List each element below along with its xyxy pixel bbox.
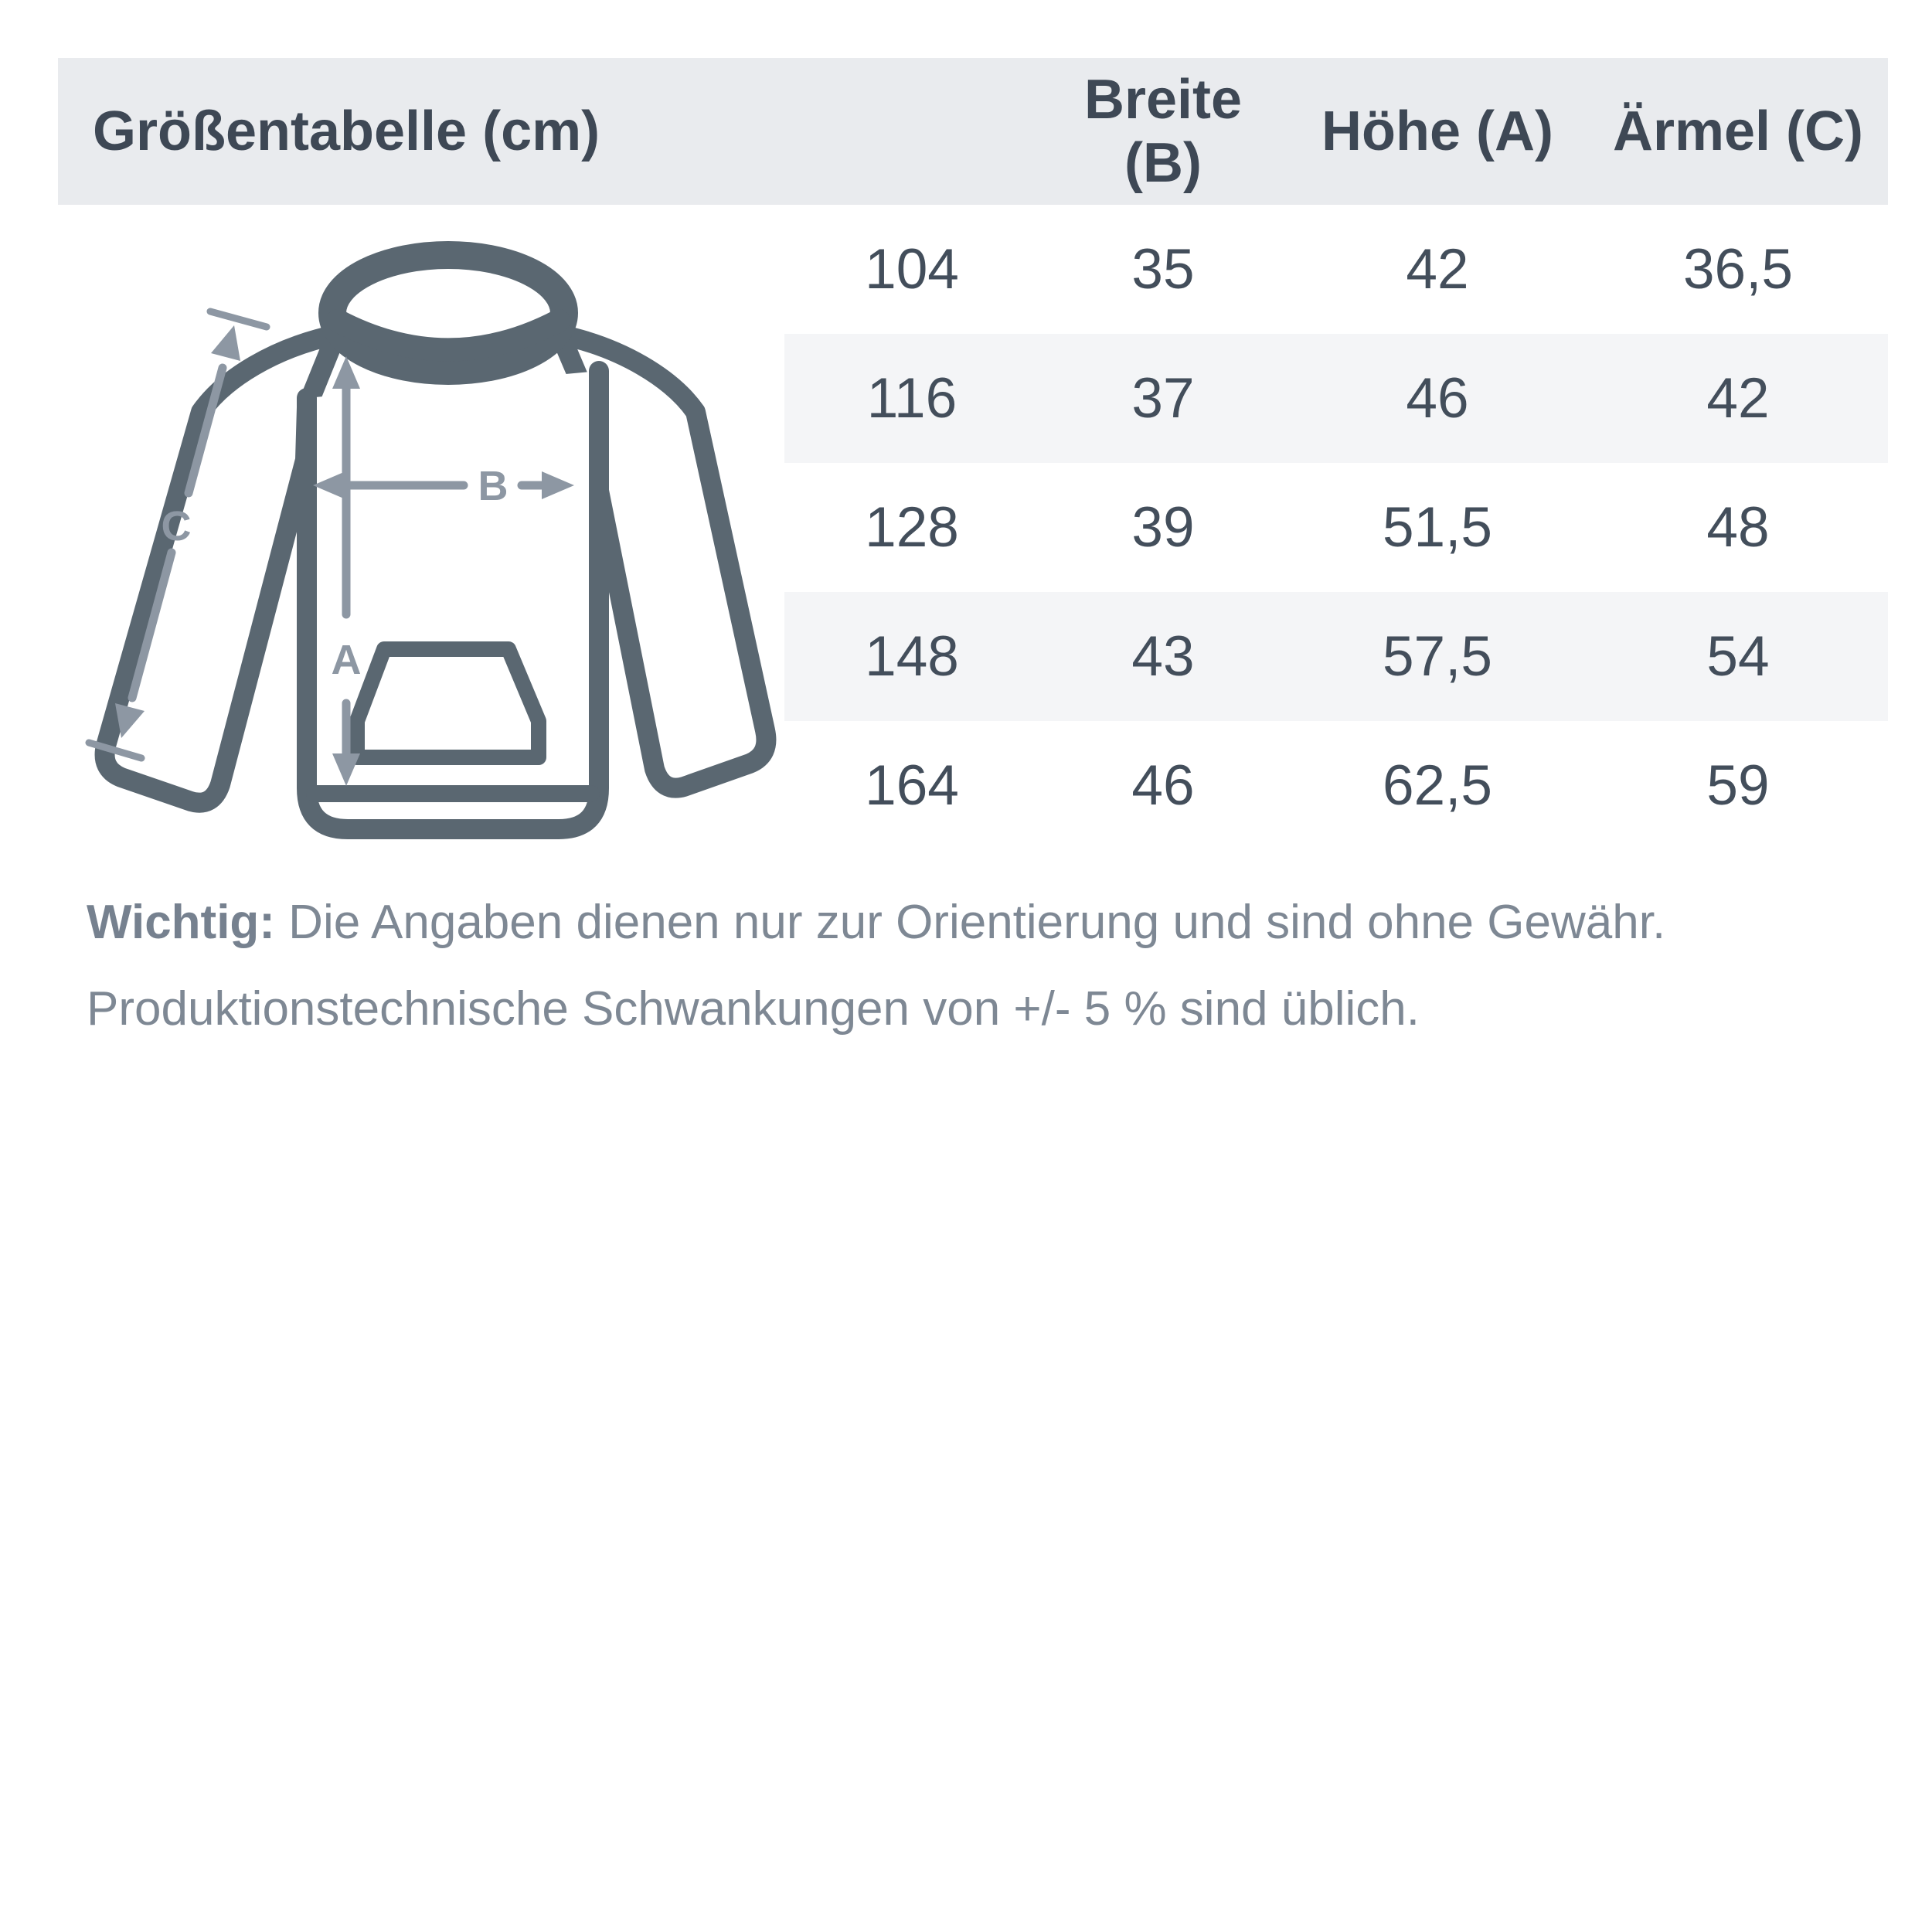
table-cell: 36,5 bbox=[1682, 238, 1794, 301]
table-row bbox=[784, 721, 1888, 850]
table-row bbox=[784, 205, 1888, 334]
table-cell: 46 bbox=[1131, 754, 1195, 817]
disclaimer-note bbox=[87, 879, 1864, 1053]
table-cell: 57,5 bbox=[1382, 625, 1493, 688]
arrowhead-c-up bbox=[211, 325, 240, 361]
table-cell: 35 bbox=[1131, 238, 1195, 301]
table-cell: 43 bbox=[1131, 625, 1195, 688]
table-cell: 48 bbox=[1706, 496, 1770, 559]
size-chart bbox=[58, 58, 1888, 850]
size-table-rows bbox=[784, 205, 1888, 850]
table-header-row bbox=[58, 58, 1888, 205]
table-cell: 128 bbox=[865, 496, 959, 559]
table-cell: 42 bbox=[1706, 367, 1770, 430]
table-row bbox=[784, 463, 1888, 592]
label-b: B bbox=[478, 463, 509, 509]
table-cell: 116 bbox=[866, 367, 957, 430]
note-line2: Produktionstechnische Schwankungen von +/- 5 % sind üblich. bbox=[87, 982, 1420, 1036]
table-row bbox=[784, 592, 1888, 721]
page-title: Größentabelle (cm) bbox=[93, 100, 600, 162]
hoodie-diagram-icon bbox=[58, 205, 784, 850]
column-header-aermel: Ärmel (C) bbox=[1612, 100, 1864, 162]
column-header-hoehe: Höhe (A) bbox=[1321, 100, 1553, 162]
table-cell: 54 bbox=[1706, 625, 1770, 688]
column-header-breite: Breite (B) bbox=[1083, 69, 1243, 194]
table-cell: 51,5 bbox=[1382, 496, 1493, 559]
table-cell: 59 bbox=[1706, 754, 1770, 817]
table-body bbox=[58, 205, 1888, 850]
label-c: C bbox=[161, 503, 192, 549]
note-label: Wichtig: Die Angaben dienen nur zur Orientierung und sind ohne Gewähr. bbox=[87, 896, 1666, 949]
table-cell: 46 bbox=[1406, 367, 1469, 430]
table-cell: 104 bbox=[865, 238, 959, 301]
table-cell: 42 bbox=[1406, 238, 1469, 301]
hoodie-measurement-figure bbox=[58, 205, 784, 850]
table-row bbox=[784, 334, 1888, 463]
table-cell: 39 bbox=[1131, 496, 1195, 559]
table-cell: 37 bbox=[1131, 367, 1195, 430]
table-cell: 148 bbox=[865, 625, 959, 688]
table-cell: 164 bbox=[865, 754, 959, 817]
label-a: A bbox=[331, 637, 362, 683]
pocket bbox=[357, 649, 539, 757]
table-cell: 62,5 bbox=[1382, 754, 1493, 817]
